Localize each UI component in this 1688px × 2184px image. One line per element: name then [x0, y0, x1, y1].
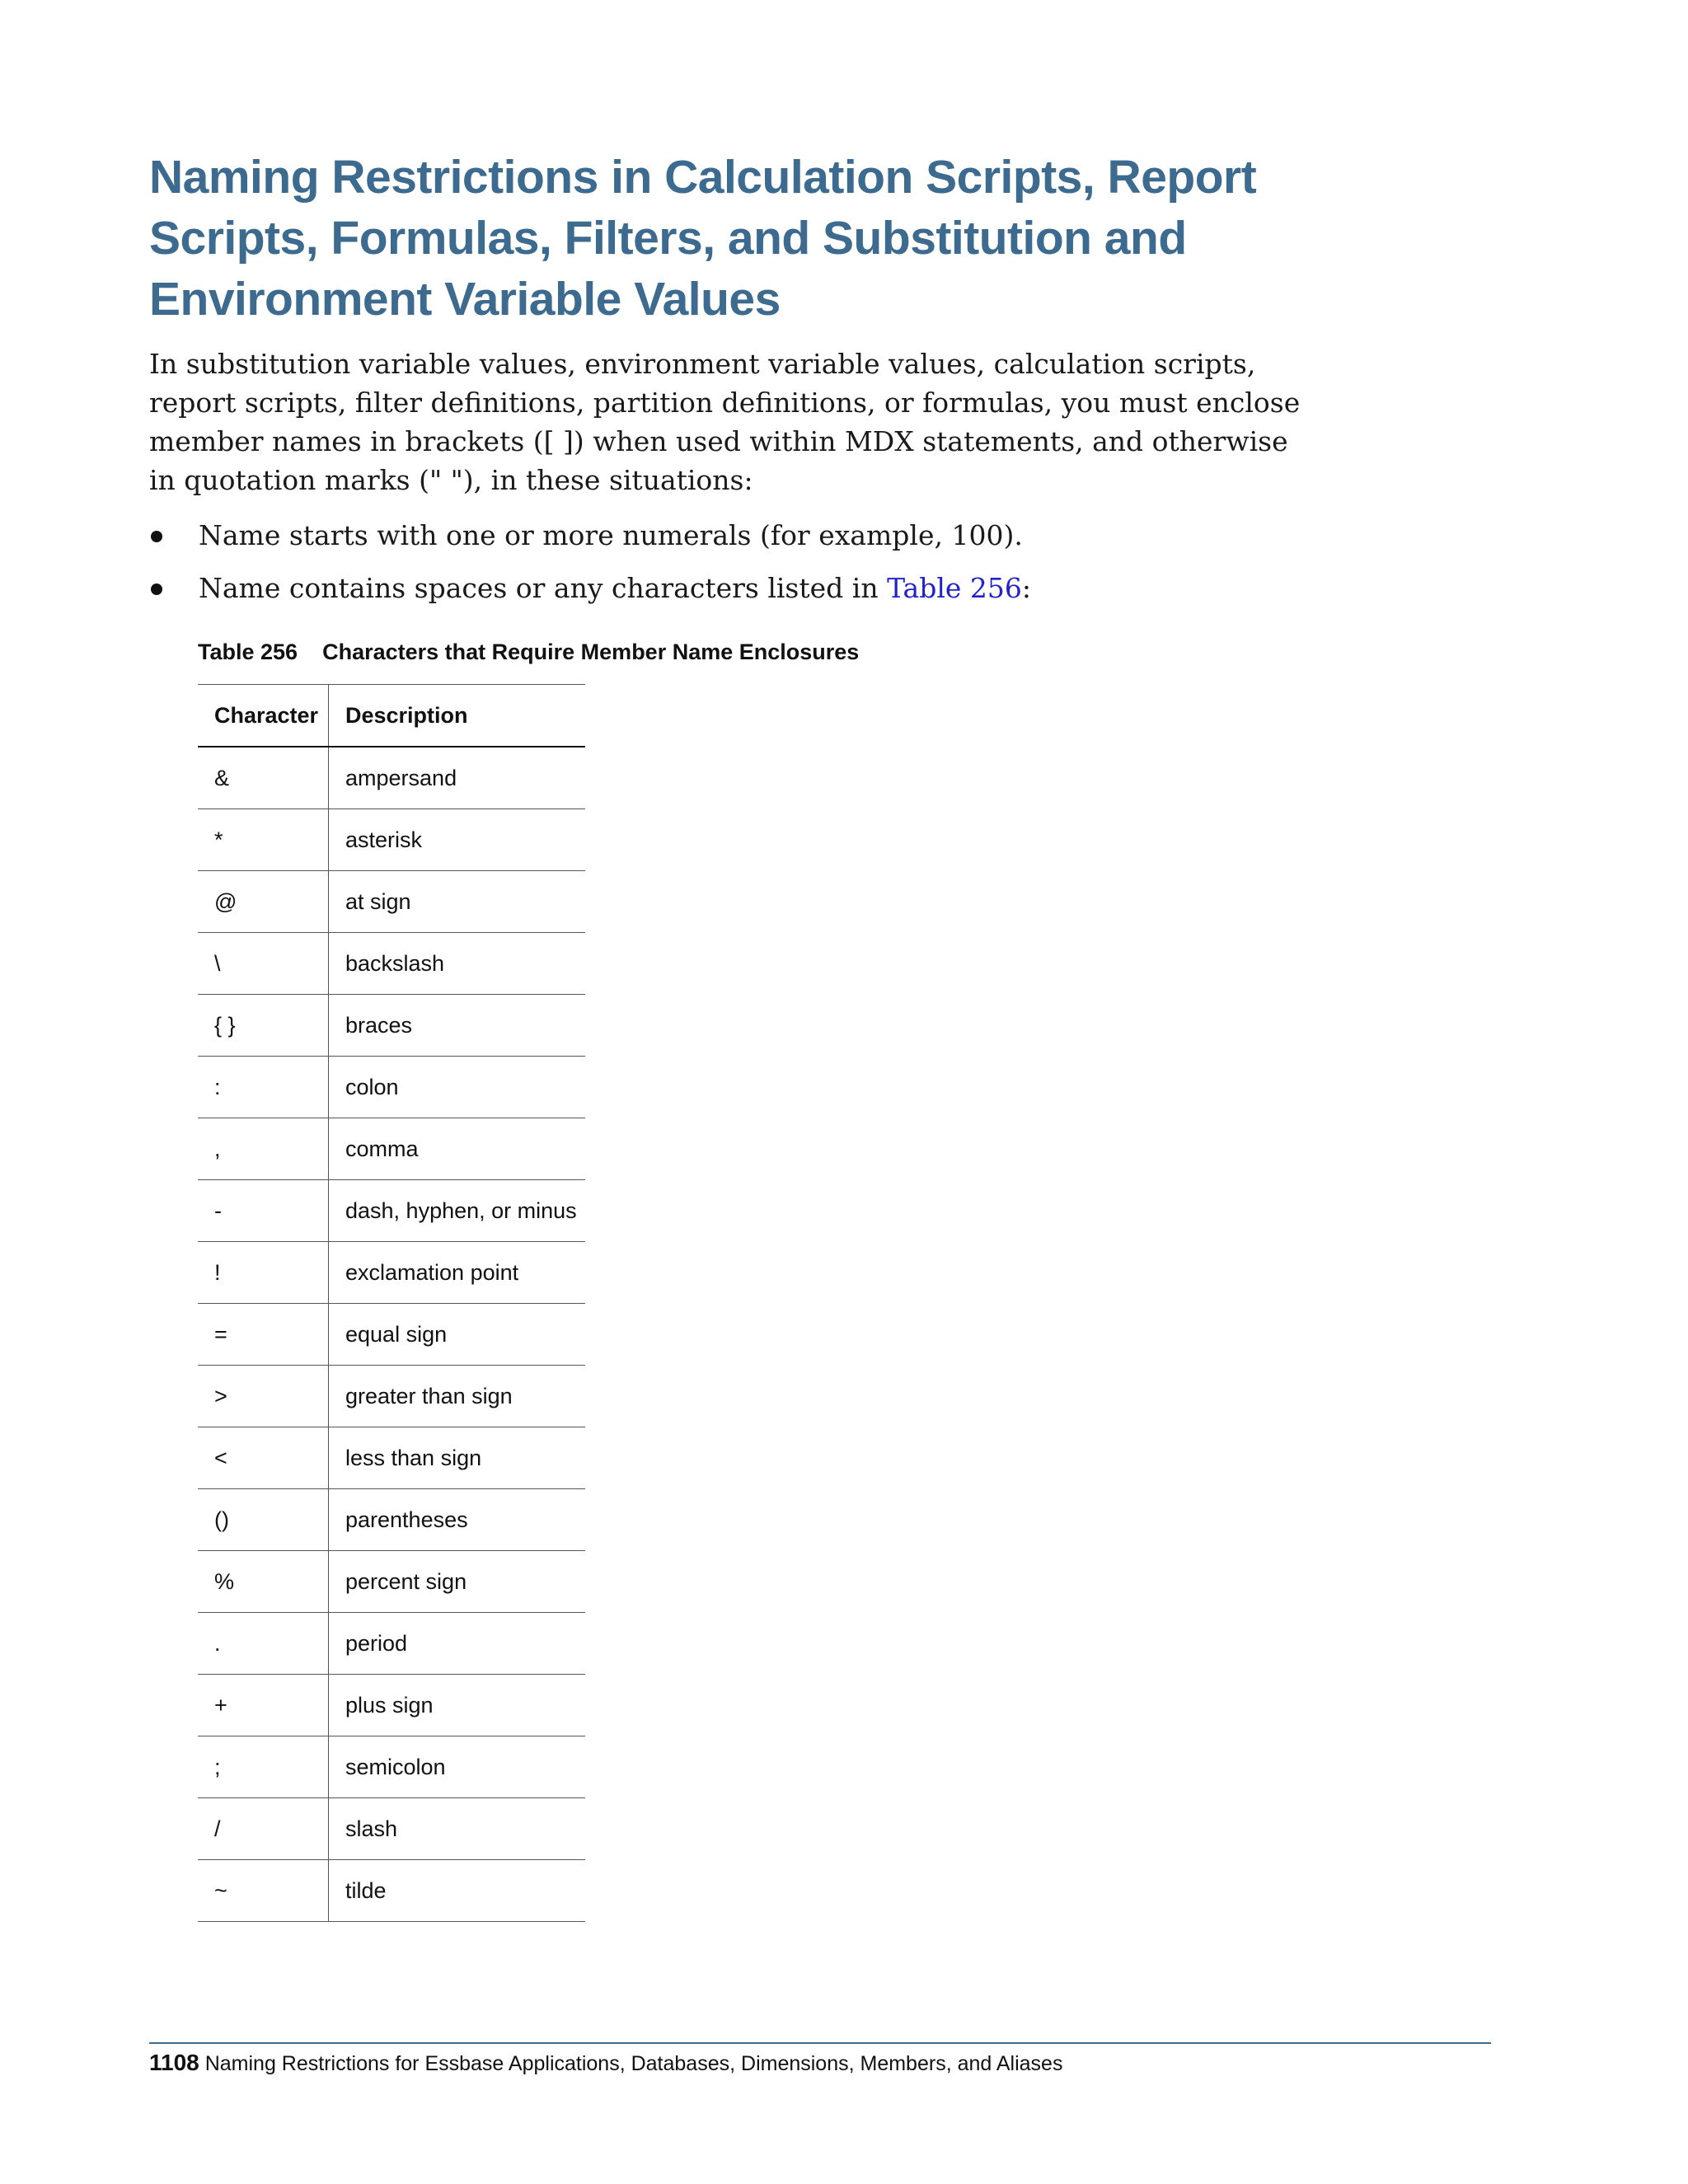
table-row — [198, 747, 585, 809]
footer-rule — [149, 2042, 1491, 2044]
table-row — [198, 1860, 585, 1922]
list-item-suffix: : — [1021, 572, 1032, 604]
cell-description: colon — [329, 1057, 586, 1118]
cell-character: % — [198, 1551, 329, 1613]
cell-character: () — [198, 1489, 329, 1551]
cell-description: tilde — [329, 1860, 586, 1922]
cell-description: asterisk — [329, 809, 586, 871]
table-caption-title: Characters that Require Member Name Enclosures — [322, 640, 860, 664]
cell-description: braces — [329, 995, 586, 1057]
cell-character: ! — [198, 1242, 329, 1304]
cell-character: . — [198, 1613, 329, 1675]
cell-character: ~ — [198, 1860, 329, 1922]
table-row — [198, 933, 585, 995]
page-footer — [149, 2050, 1062, 2076]
table-row — [198, 1118, 585, 1180]
cell-description: backslash — [329, 933, 586, 995]
column-header-character: Character — [198, 685, 329, 748]
cell-description: less than sign — [329, 1427, 586, 1489]
cell-description: at sign — [329, 871, 586, 933]
cell-character: = — [198, 1304, 329, 1366]
table-row — [198, 1180, 585, 1242]
situation-list — [149, 516, 1303, 621]
intro-paragraph: In substitution variable values, environment variable values, calculation scripts, report scripts, filter definitions, partition definitions, or formulas, you must enclose member names in brackets ([ ]) when used within MDX statements, and otherwise in quotation marks (" "), in these situations: — [149, 348, 1301, 496]
cell-description: slash — [329, 1798, 586, 1860]
cell-character: ; — [198, 1736, 329, 1798]
cell-character: & — [198, 747, 329, 809]
section-heading: Naming Restrictions in Calculation Scripts, Report Scripts, Formulas, Filters, and Substitution and Environment Variable Values — [149, 151, 1257, 326]
page-number: 1108 — [149, 2050, 199, 2075]
cell-description: greater than sign — [329, 1366, 586, 1427]
column-header-description: Description — [329, 685, 586, 748]
cell-character: , — [198, 1118, 329, 1180]
table-caption-number: Table 256 — [198, 640, 298, 664]
cell-character: * — [198, 809, 329, 871]
table-header-row — [198, 685, 585, 748]
cell-description: dash, hyphen, or minus — [329, 1180, 586, 1242]
table-row — [198, 1489, 585, 1551]
list-item — [149, 516, 1303, 569]
cell-description: percent sign — [329, 1551, 586, 1613]
footer-title: Naming Restrictions for Essbase Applications, Databases, Dimensions, Members, and Aliases — [204, 2052, 1063, 2075]
cell-description: plus sign — [329, 1675, 586, 1736]
table-row — [198, 1427, 585, 1489]
table-row — [198, 871, 585, 933]
table-row — [198, 1304, 585, 1366]
table-body — [198, 747, 585, 1922]
table-row — [198, 1736, 585, 1798]
table-row — [198, 1613, 585, 1675]
cell-description: ampersand — [329, 747, 586, 809]
table-row — [198, 1551, 585, 1613]
cell-description: exclamation point — [329, 1242, 586, 1304]
cell-description: equal sign — [329, 1304, 586, 1366]
cell-character: > — [198, 1366, 329, 1427]
table-256-link[interactable]: Table 256 — [887, 572, 1022, 604]
list-item — [149, 569, 1303, 621]
cell-character: - — [198, 1180, 329, 1242]
table-row — [198, 809, 585, 871]
cell-description: period — [329, 1613, 586, 1675]
table-row — [198, 1366, 585, 1427]
cell-character: : — [198, 1057, 329, 1118]
table-row — [198, 1057, 585, 1118]
cell-character: < — [198, 1427, 329, 1489]
table-row — [198, 1675, 585, 1736]
table-row — [198, 995, 585, 1057]
table-row — [198, 1798, 585, 1860]
list-item-text: Name contains spaces or any characters listed in — [199, 572, 888, 604]
list-item-text: Name starts with one or more numerals (for example, 100). — [199, 519, 1023, 551]
characters-table — [198, 684, 585, 1922]
table-row — [198, 1242, 585, 1304]
table-caption — [198, 640, 859, 665]
cell-character: + — [198, 1675, 329, 1736]
cell-character: @ — [198, 871, 329, 933]
bullet-icon — [151, 531, 162, 542]
cell-character: \ — [198, 933, 329, 995]
cell-description: comma — [329, 1118, 586, 1180]
cell-character: / — [198, 1798, 329, 1860]
bullet-icon — [151, 583, 162, 595]
cell-description: semicolon — [329, 1736, 586, 1798]
cell-description: parentheses — [329, 1489, 586, 1551]
cell-character: { } — [198, 995, 329, 1057]
